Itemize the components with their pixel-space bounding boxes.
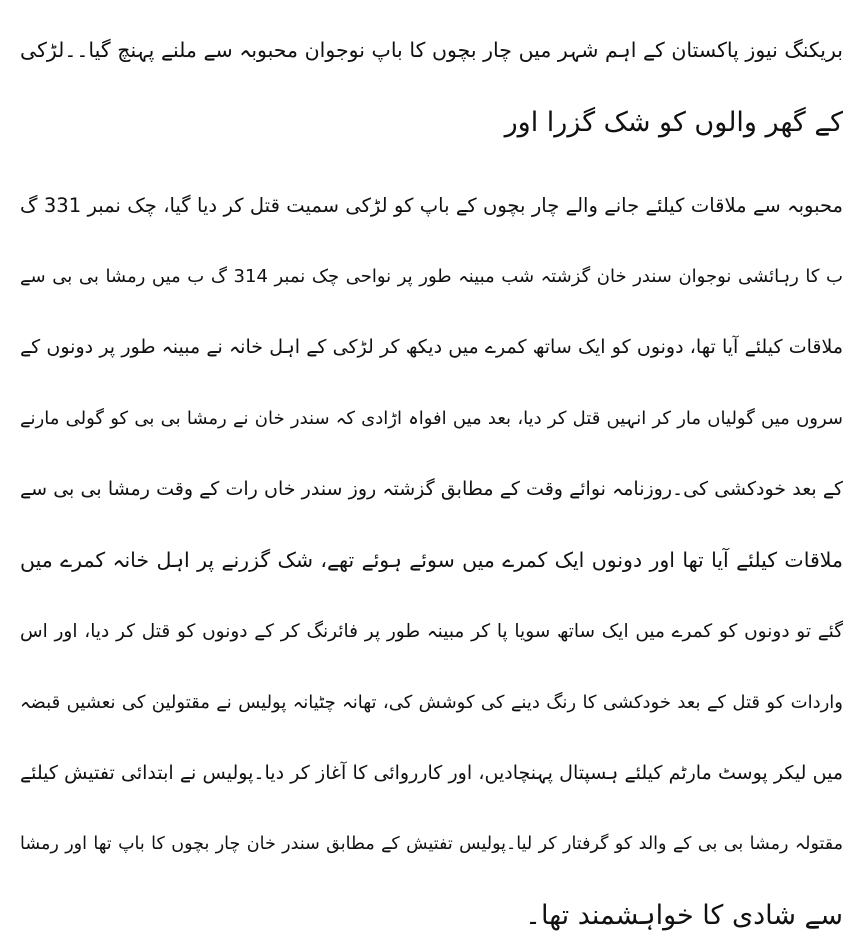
body-line-9: میں لیکر پوسٹ مارٹم کیلئے ہسپتال پہنچادیں، اور کارروائی کا آغاز کر دیا۔پولیس نے ابتدائی تفتیش کیلئے [20,762,843,784]
body-line-2: ب کا رہائشی نوجوان سندر خان گزشتہ شب مبینہ طور پر نواحی چک نمبر 314 گ ب میں رمشا بی بی سے [20,266,843,287]
body-line-3: ملاقات کیلئے آیا تھا، دونوں کو ایک ساتھ کمرے میں دیکھ کر لڑکی کے اہل خانہ نے مبینہ طور پر دونوں کے [20,336,843,358]
body-line-11: سے شادی کا خواہشمند تھا۔ [525,900,843,931]
intro-line-2: کے گھر والوں کو شک گزرا اور [504,107,843,138]
body-line-4: سروں میں گولیاں مار کر انہیں قتل کر دیا، بعد میں افواہ اڑادی کہ سندر خان نے رمشا بی بی کو گولی مارنے [20,408,843,429]
intro-line-1: بریکنگ نیوز پاکستان کے اہم شہر میں چار بچوں کا باپ نوجوان محبوبہ سے ملنے پہنچ گیا۔۔لڑکی [20,38,843,62]
intro-paragraph [20,14,843,158]
body-line-1: محبوبہ سے ملاقات کیلئے جانے والے چار بچوں کے باپ کو لڑکی سمیت قتل کر دیا گیا، چک نمبر 331 گ [20,194,843,217]
body-line-8: واردات کو قتل کے بعد خودکشی کا رنگ دینے کی کوشش کی، تھانہ چٹیانہ پولیس نے مقتولین کی نعشیں قبضہ [20,692,843,713]
body-line-7: گئے تو دونوں کو کمرے میں ایک ساتھ سویا پا کر مبینہ طور پر فائرنگ کر کے دونوں کو قتل کر دیا، اور اس [20,621,843,642]
article-body [20,14,843,951]
body-line-5: کے بعد خودکشی کی۔روزنامہ نوائے وقت کے مطابق گزشتہ روز سندر خاں رات کے وقت رمشا بی بی سے [20,478,843,500]
body-line-6: ملاقات کیلئے آیا تھا اور دونوں ایک کمرے میں سوئے ہوئے تھے، شک گزرنے پر اہل خانہ کمرے میں [20,548,843,572]
body-paragraph [20,170,843,951]
body-line-10: مقتولہ رمشا بی بی کے والد کو گرفتار کر لیا۔پولیس تفتیش کے مطابق سندر خان چار بچوں کا باپ تھا اور رمشا [20,834,843,854]
